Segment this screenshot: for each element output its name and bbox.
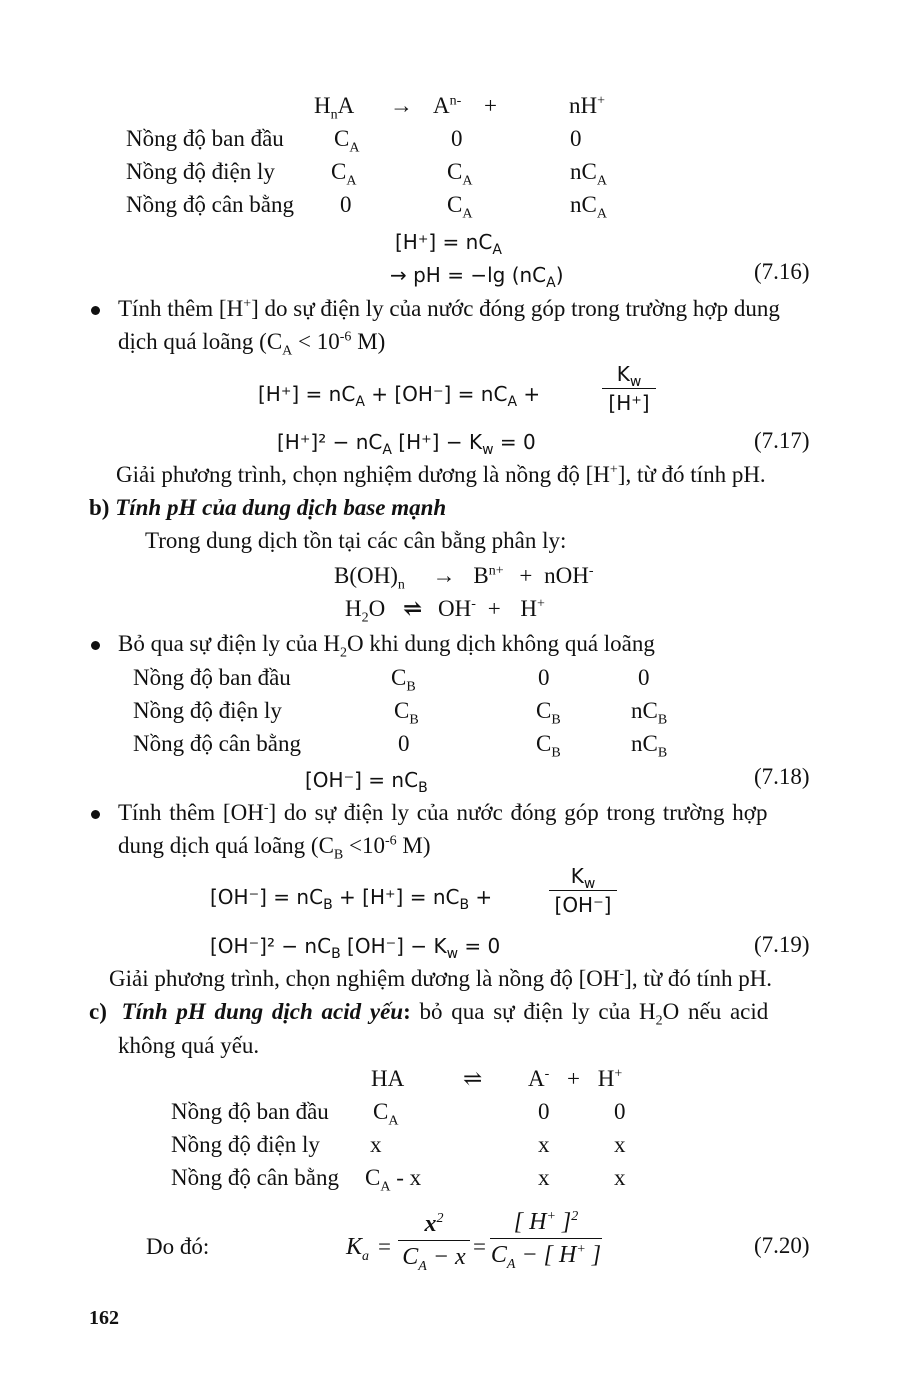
equals-sign: = bbox=[473, 1234, 486, 1259]
reaction-base: $B(OH)_n \to B^{n+} + nOH^-$ bbox=[334, 563, 594, 593]
cell: 0 bbox=[638, 665, 650, 690]
do-do-label: Do đó: bbox=[146, 1234, 210, 1259]
cell: x bbox=[538, 1132, 550, 1157]
section-b-heading: b) Tính pH của dung dịch base mạnh bbox=[89, 495, 447, 520]
row-label: Nồng độ điện ly bbox=[126, 159, 275, 184]
fraction-kw-over-oh: $K_w$ [OH⁻] bbox=[549, 864, 617, 917]
row-label: Nồng độ cân bằng bbox=[133, 731, 301, 756]
equation-h-plus: $[H^+] = nC_A$ bbox=[395, 230, 502, 258]
section-b-intro: Trong dung dịch tồn tại các cân bằng phân ly: bbox=[145, 528, 567, 553]
reaction-product: $A^{n-}$ bbox=[433, 93, 462, 118]
section-c-heading: c) Tính pH dung dịch acid yếu: bỏ qua sự điện ly của $H_2O$ nếu acid bbox=[89, 999, 769, 1029]
cell: $C_A$ - x bbox=[365, 1165, 422, 1195]
cell: $nC_B$ bbox=[631, 698, 668, 728]
bullet2-text: Bỏ qua sự điện ly của $H_2O$ khi dung dịch không quá loãng bbox=[118, 631, 655, 661]
equation-number-7-20: (7.20) bbox=[754, 1233, 810, 1258]
ka-symbol: $K_a$ bbox=[346, 1234, 370, 1264]
bullet1-line1: Tính thêm [H+] do sự điện ly của nước đóng góp trong trường hợp dung bbox=[118, 296, 780, 321]
bullet1-conclusion: Giải phương trình, chọn nghiệm dương là nồng độ [H+], từ đó tính pH. bbox=[116, 462, 766, 487]
bullet3-line2: dung dịch quá loãng ($C_B <10^{-6}$ M) bbox=[118, 833, 431, 863]
cell: 0 bbox=[451, 126, 463, 151]
cell: x bbox=[614, 1165, 626, 1190]
reaction-header-hna: $H_nA$ bbox=[314, 93, 355, 123]
bullet1-line2: dịch quá loãng ($C_A < 10^{-6}$ M) bbox=[118, 329, 386, 359]
bullet3-line1: Tính thêm [OH-] do sự điện ly của nước đóng góp trong trường hợp bbox=[118, 800, 768, 825]
bullet-icon bbox=[91, 306, 100, 315]
cell: 0 bbox=[340, 192, 352, 217]
equation-quadratic-oh: $[OH^-]^2 - nC_B$ $[OH^-] - K_w = 0$ bbox=[210, 934, 501, 962]
equation-number-7-17: (7.17) bbox=[754, 428, 810, 453]
equation-oh-dilute: $[OH^-] = nC_B + [H^+] = nC_B$ + bbox=[210, 885, 493, 913]
reaction-a-minus: A- + H+ bbox=[528, 1066, 623, 1091]
bullet-icon bbox=[91, 810, 100, 819]
row-label: Nồng độ ban đầu bbox=[126, 126, 284, 151]
bullet-icon bbox=[91, 641, 100, 650]
cell: $nC_A$ bbox=[570, 192, 607, 222]
equation-number-7-16: (7.16) bbox=[754, 259, 810, 284]
cell: $nC_A$ bbox=[570, 159, 607, 189]
reaction-hplus: nH+ bbox=[569, 93, 606, 118]
cell: $C_A$ bbox=[447, 159, 473, 189]
equation-h-plus-dilute: $[H^+] = nC_A + [OH^-] = nC_A$ + bbox=[258, 382, 541, 410]
fraction-x2-over-ca-x: $x^2$ $C_A - x$ bbox=[398, 1210, 470, 1271]
equation-ph: → pH = −lg $(nC_A)$ bbox=[390, 263, 564, 291]
row-label: Nồng độ ban đầu bbox=[133, 665, 291, 690]
bullet3-conclusion: Giải phương trình, chọn nghiệm dương là nồng độ [OH-], từ đó tính pH. bbox=[109, 966, 773, 991]
cell: 0 bbox=[398, 731, 410, 756]
cell: $C_A$ bbox=[334, 126, 360, 156]
cell: $C_B$ bbox=[394, 698, 419, 728]
reaction-ha: HA bbox=[371, 1066, 405, 1091]
row-label: Nồng độ cân bằng bbox=[171, 1165, 339, 1190]
cell: x bbox=[614, 1132, 626, 1157]
cell: $C_B$ bbox=[391, 665, 416, 695]
equation-oh-minus: $[OH^-] = nC_B$ bbox=[305, 768, 428, 796]
cell: 0 bbox=[538, 665, 550, 690]
page-number: 162 bbox=[89, 1307, 119, 1329]
reaction-arrow: → bbox=[390, 93, 413, 118]
cell: x bbox=[538, 1165, 550, 1190]
fraction-kw-over-h: $K_w$ [H⁺] bbox=[602, 362, 656, 415]
cell: 0 bbox=[570, 126, 582, 151]
equation-number-7-18: (7.18) bbox=[754, 764, 810, 789]
fraction-h-squared: [ H+ ]$^2$ $C_A$ − [ H+ ] bbox=[490, 1209, 602, 1272]
cell: x bbox=[370, 1132, 382, 1157]
cell: 0 bbox=[614, 1099, 626, 1124]
row-label: Nồng độ cân bằng bbox=[126, 192, 294, 217]
row-label: Nồng độ điện ly bbox=[133, 698, 282, 723]
cell: $C_A$ bbox=[447, 192, 473, 222]
equation-quadratic-h: $[H^+]^2 - nC_A$ $[H^+] - K_w = 0$ bbox=[277, 430, 536, 458]
cell: $nC_B$ bbox=[631, 731, 668, 761]
cell: $C_A$ bbox=[373, 1099, 399, 1129]
cell: $C_B$ bbox=[536, 731, 561, 761]
reaction-equilibrium-arrow: ⇌ bbox=[463, 1066, 483, 1091]
cell: $C_B$ bbox=[536, 698, 561, 728]
cell: $C_A$ bbox=[331, 159, 357, 189]
equals-sign: = bbox=[378, 1234, 391, 1259]
cell: 0 bbox=[538, 1099, 550, 1124]
row-label: Nồng độ ban đầu bbox=[171, 1099, 329, 1124]
equation-number-7-19: (7.19) bbox=[754, 932, 810, 957]
section-c-line2: không quá yếu. bbox=[118, 1033, 260, 1058]
row-label: Nồng độ điện ly bbox=[171, 1132, 320, 1157]
reaction-plus: + bbox=[484, 93, 497, 118]
reaction-water: $H_2O$ ⇌ OH- + H+ bbox=[345, 596, 545, 626]
